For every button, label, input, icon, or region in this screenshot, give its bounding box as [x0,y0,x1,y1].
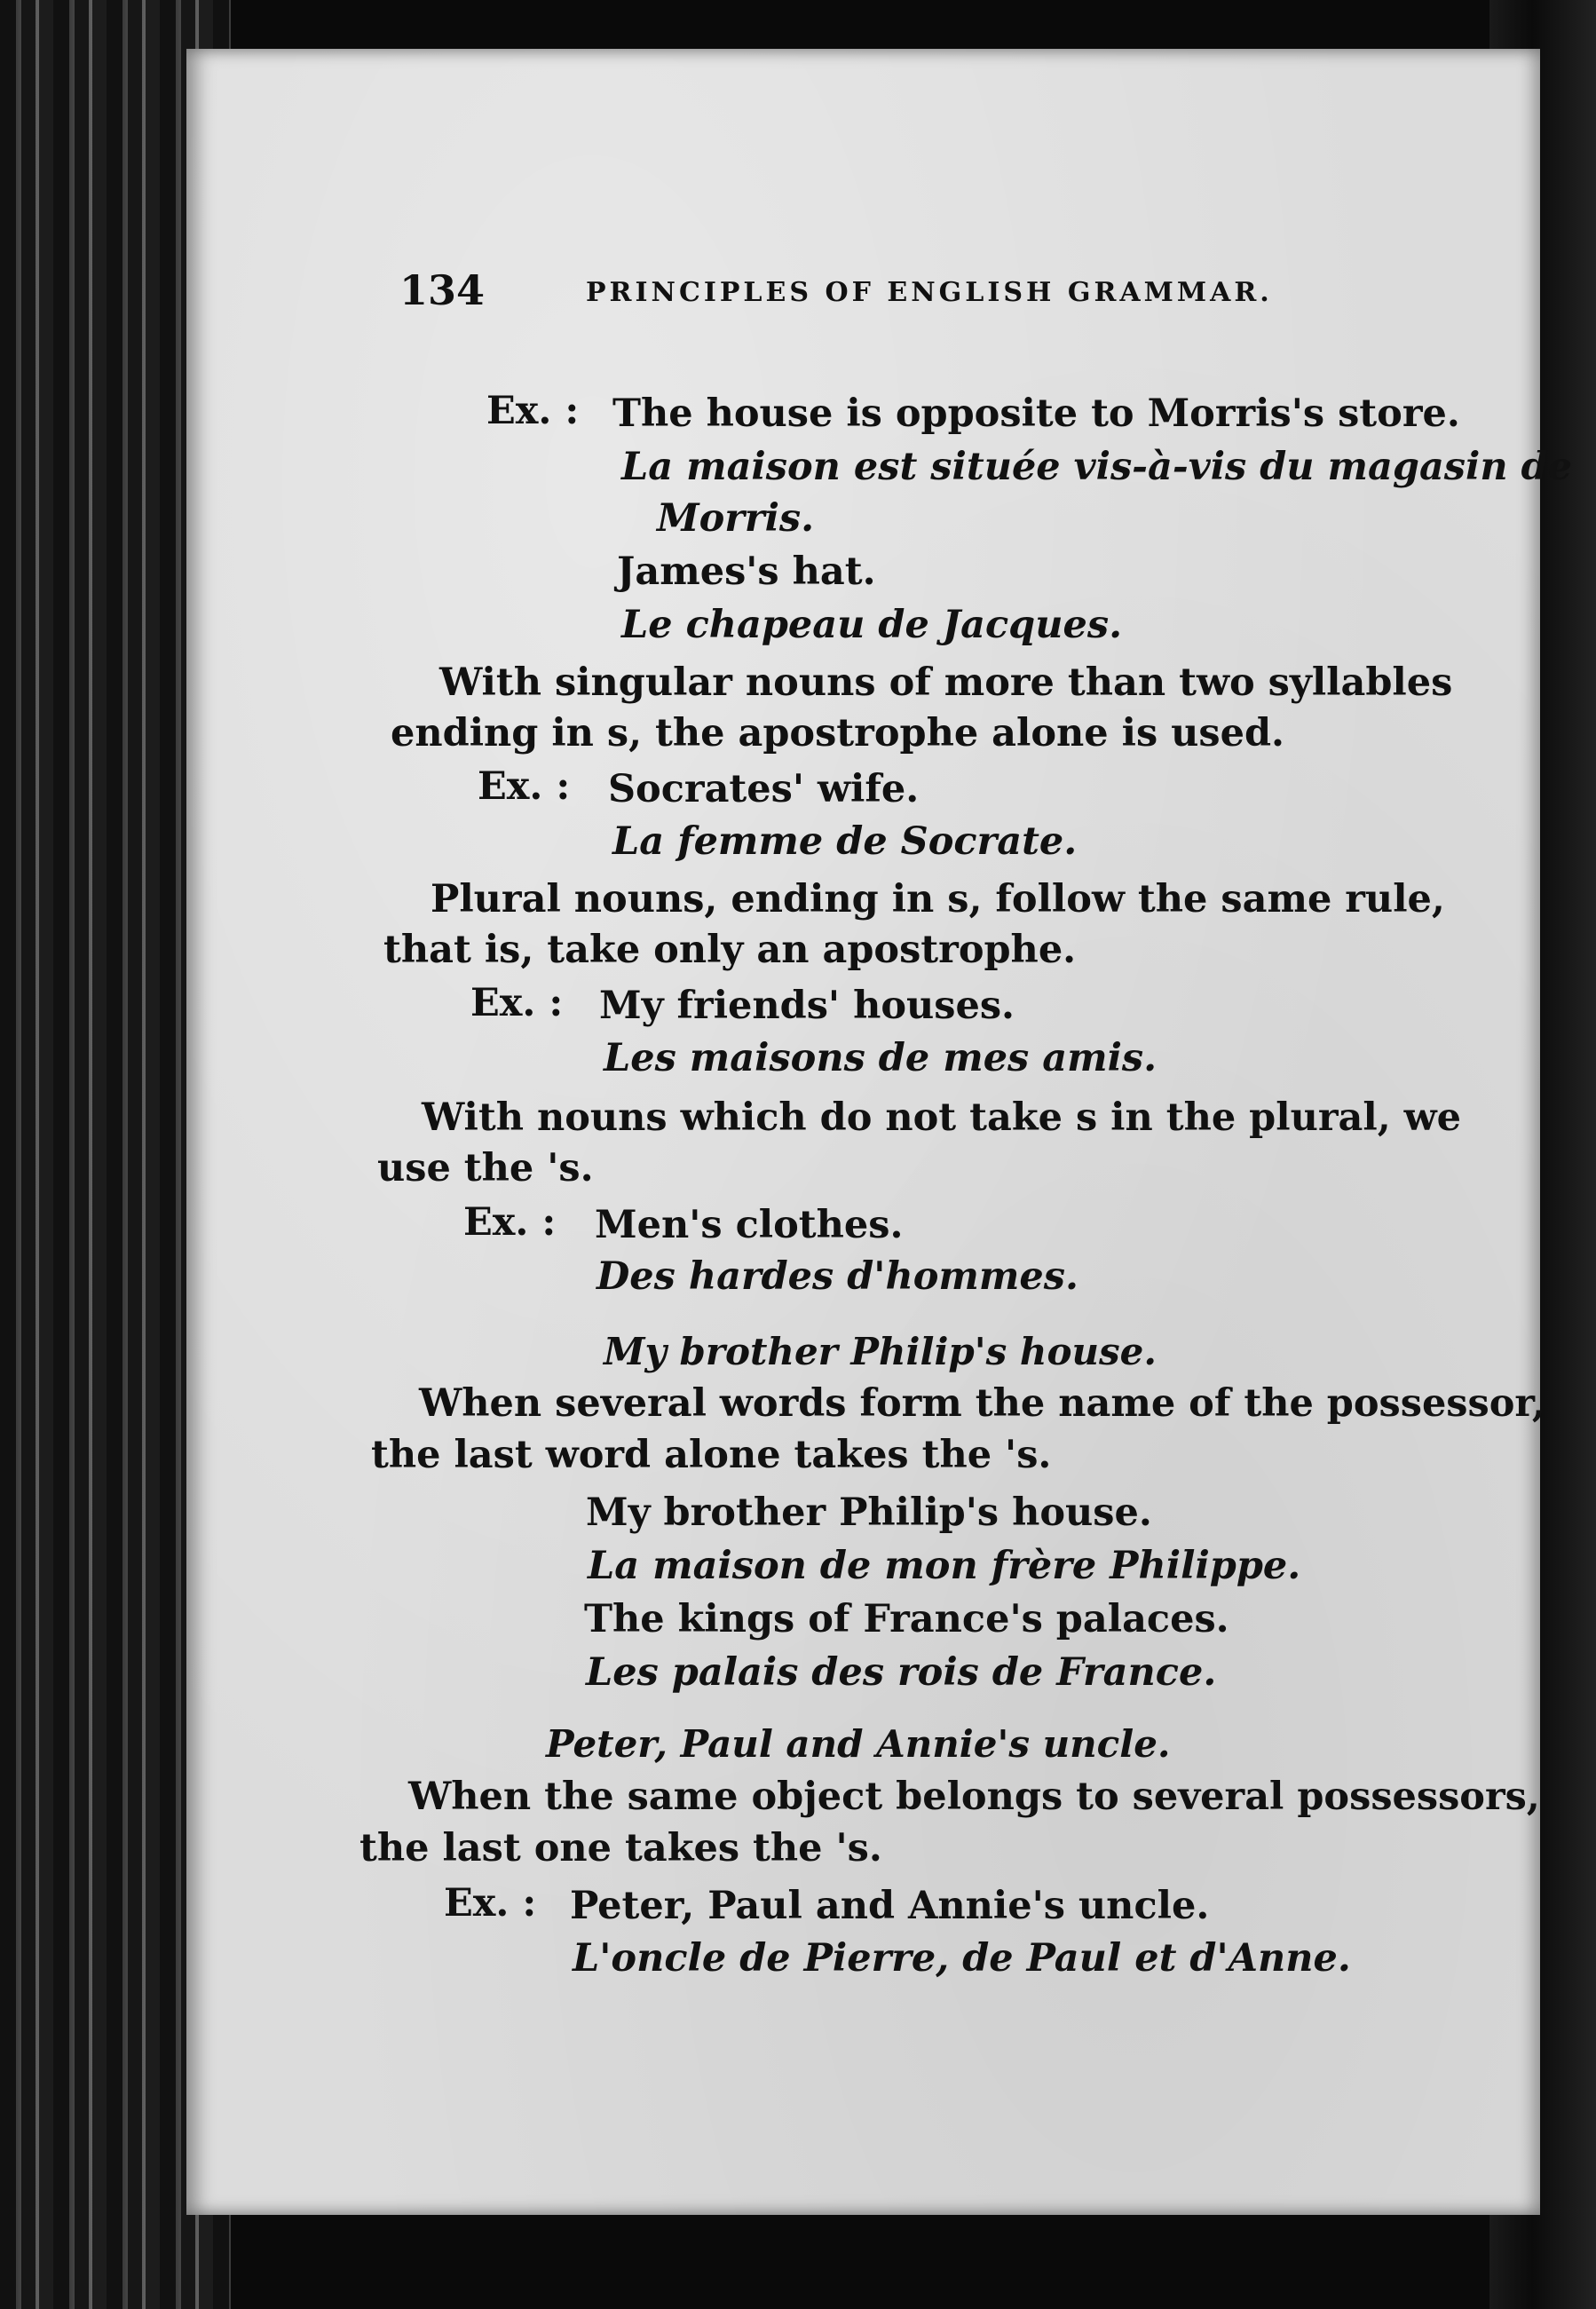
rule-text: With nouns which do not take s in the plural, we [422,1095,1462,1140]
paper-sheet [186,49,1573,2215]
rule-text: the last one takes the 's. [359,1826,882,1870]
example-english: Socrates' wife. [608,767,920,811]
example-french: La maison est située vis-à-vis du magasin de [621,445,1573,489]
rule-text: ending in s, the apostrophe alone is used. [391,711,1285,755]
example-label: Ex. : [478,764,571,809]
rule-text: that is, take only an apostrophe. [383,928,1077,972]
rule-text: With singular nouns of more than two syllables [439,660,1453,705]
running-title: PRINCIPLES OF ENGLISH GRAMMAR. [586,277,1273,308]
example-label: Ex. : [444,1881,537,1925]
example-label: Ex. : [463,1200,557,1245]
page-content [186,49,1573,2215]
page-number: 134 [399,266,486,314]
example-french: Le chapeau de Jacques. [621,603,1123,647]
rule-text: the last word alone takes the 's. [371,1433,1052,1477]
example-french: L'oncle de Pierre, de Paul et d'Anne. [573,1936,1351,1981]
example-french: Les palais des rois de France. [586,1650,1217,1695]
example-french: Les maisons de mes amis. [604,1036,1157,1080]
rule-text: use the 's. [377,1146,594,1190]
example-english: My brother Philip's house. [586,1491,1152,1535]
section-heading: My brother Philip's house. [604,1330,1157,1373]
rule-text: Plural nouns, ending in s, follow the same rule, [431,877,1445,921]
example-english: My friends' houses. [599,984,1015,1028]
example-french: Des hardes d'hommes. [597,1254,1078,1299]
example-french: Morris. [657,496,815,541]
example-label: Ex. : [470,981,564,1025]
section-heading: Peter, Paul and Annie's uncle. [546,1722,1171,1766]
example-french: La femme de Socrate. [612,819,1078,864]
example-english: James's hat. [617,550,876,594]
example-english: The kings of France's palaces. [584,1597,1229,1641]
example-english: Men's clothes. [595,1203,904,1247]
rule-text: When the same object belongs to several possessors, [408,1775,1540,1819]
page-header [399,266,1465,320]
rule-text: When several words form the name of the possessor, [419,1381,1545,1426]
example-english: Peter, Paul and Annie's uncle. [570,1884,1210,1928]
example-label: Ex. : [486,389,580,433]
example-french: La maison de mon frère Philippe. [588,1544,1301,1588]
example-english: The house is opposite to Morris's store. [612,391,1460,436]
